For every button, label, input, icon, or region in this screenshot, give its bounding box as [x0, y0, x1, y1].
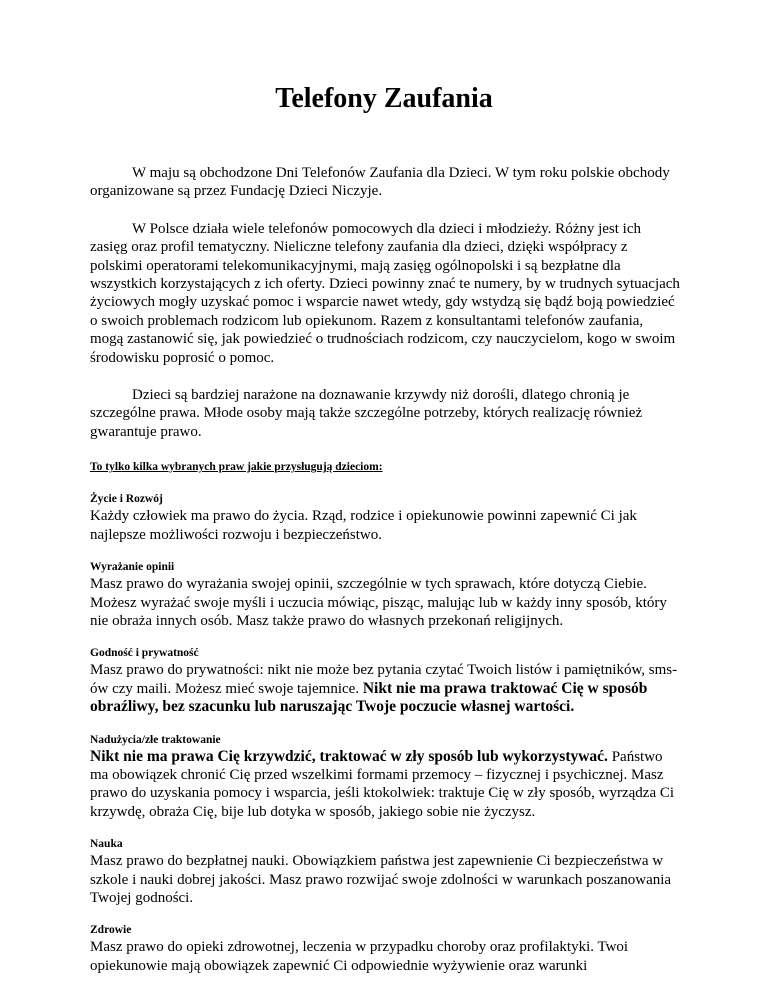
section-text [90, 661, 680, 716]
intro-paragraph: W maju są obchodzone Dni Telefonów Zaufania dla Dzieci. W tym roku polskie obchody organizowane są przez Fundację Dzieci Niczyje. [90, 165, 670, 200]
section-text-bold: Nikt nie ma prawa Cię krzywdzić, traktować w zły sposób lub wykorzystywać. [90, 747, 608, 765]
section-text: Masz prawo do wyrażania swojej opinii, szczególnie w tych sprawach, które dotyczą Ciebie. Możesz wyrażać swoje myśli i uczucia mówiąc, pisząc, malując lub w każdy inny sposób, który nie obraża innych osób. Masz także prawo do własnych przekonań religijnych. [90, 576, 667, 629]
section-title: Nadużycia/złe traktowanie [90, 733, 221, 746]
section-text-regular: Masz prawo do prywatności: nikt nie może bez pytania czytać Twoich listów i pamiętników, sms-ów czy maili. Możesz mieć swoje tajemnice. [90, 662, 678, 697]
section-text: Masz prawo do bezpłatnej nauki. Obowiązkiem państwa jest zapewnienie Ci bezpieczeństwa w szkole i nauki dobrej jakości. Masz prawo rozwijać swoje zdolności w warunkach poszanowania Twojej godności. [90, 853, 672, 906]
section-opinion [90, 560, 680, 630]
section-text-regular: Państwo ma obowiązek chronić Cię przed wszelkimi formami przemocy – fizycznej i psychicznej. Masz prawo do uzyskania pomocy i wsparcia, jeśli ktokolwiek: traktuje Cię w zły sposób, wyrządza Ci krzywdę, obraża Cię, bije lub dotyka w sposób, jakiego sobie nie życzysz. [90, 748, 675, 820]
section-life [90, 492, 680, 544]
section-abuse [90, 733, 680, 822]
section-text: Masz prawo do opieki zdrowotnej, leczenia w przypadku choroby oraz profilaktyki. Twoi opiekunowie mają obowiązek zapewnić Ci odpowiednie wyżywienie oraz warunki [90, 939, 629, 974]
intro-paragraph: W Polsce działa wiele telefonów pomocowych dla dzieci i młodzieży. Różny jest ich zasięg oraz profil tematyczny. Nieliczne telefony zaufania dla dzieci, dzięki współpracy z polskimi operatorami telekomunikacyjnymi, mają zasięg ogólnopolski i są bezpłatne dla wszystkich korzystających z ich oferty. Dzieci powinny znać te numery, by w trudnych sytuacjach życiowych mogły uzyskać pomoc i wsparcie nawet wtedy, gdy wstydzą się bądź boją powiedzieć o swoich problemach rodzicom lub opiekunom. Razem z konsultantami telefonów zaufania, mogą zastanowić się, jak powiedzieć o trudnościach rodzicom, czy nauczycielom, kogo w swoim środowisku poprosić o pomoc. [90, 220, 680, 366]
page-title: Telefony Zaufania [275, 83, 493, 114]
section-education [90, 837, 680, 907]
section-text-bold: Nikt nie ma prawa traktować Cię w sposób obraźliwy, bez szacunku lub naruszając Twoje poczucie własnej wartości. [90, 679, 648, 716]
section-title: Życie i Rozwój [90, 493, 163, 506]
section-title: Wyrażanie opinii [90, 561, 175, 574]
section-text: Każdy człowiek ma prawo do życia. Rząd, rodzice i opiekunowie powinni zapewnić Ci jak najlepsze możliwości rozwoju i bezpieczeństwo. [90, 508, 637, 543]
document-body [90, 164, 680, 991]
section-dignity [90, 646, 680, 716]
section-title: Nauka [90, 838, 123, 851]
section-title: Zdrowie [90, 924, 132, 937]
rights-heading: To tylko kilka wybranych praw jakie przysługują dzieciom: [90, 461, 383, 474]
section-title: Godność i prywatność [90, 647, 199, 660]
section-health [90, 923, 680, 975]
section-text [90, 748, 680, 822]
intro-paragraph: Dzieci są bardziej narażone na doznawanie krzywdy niż dorośli, dlatego chronią je szczególne prawa. Młode osoby mają także szczególne potrzeby, których realizację również gwarantuje prawo. [90, 387, 643, 440]
